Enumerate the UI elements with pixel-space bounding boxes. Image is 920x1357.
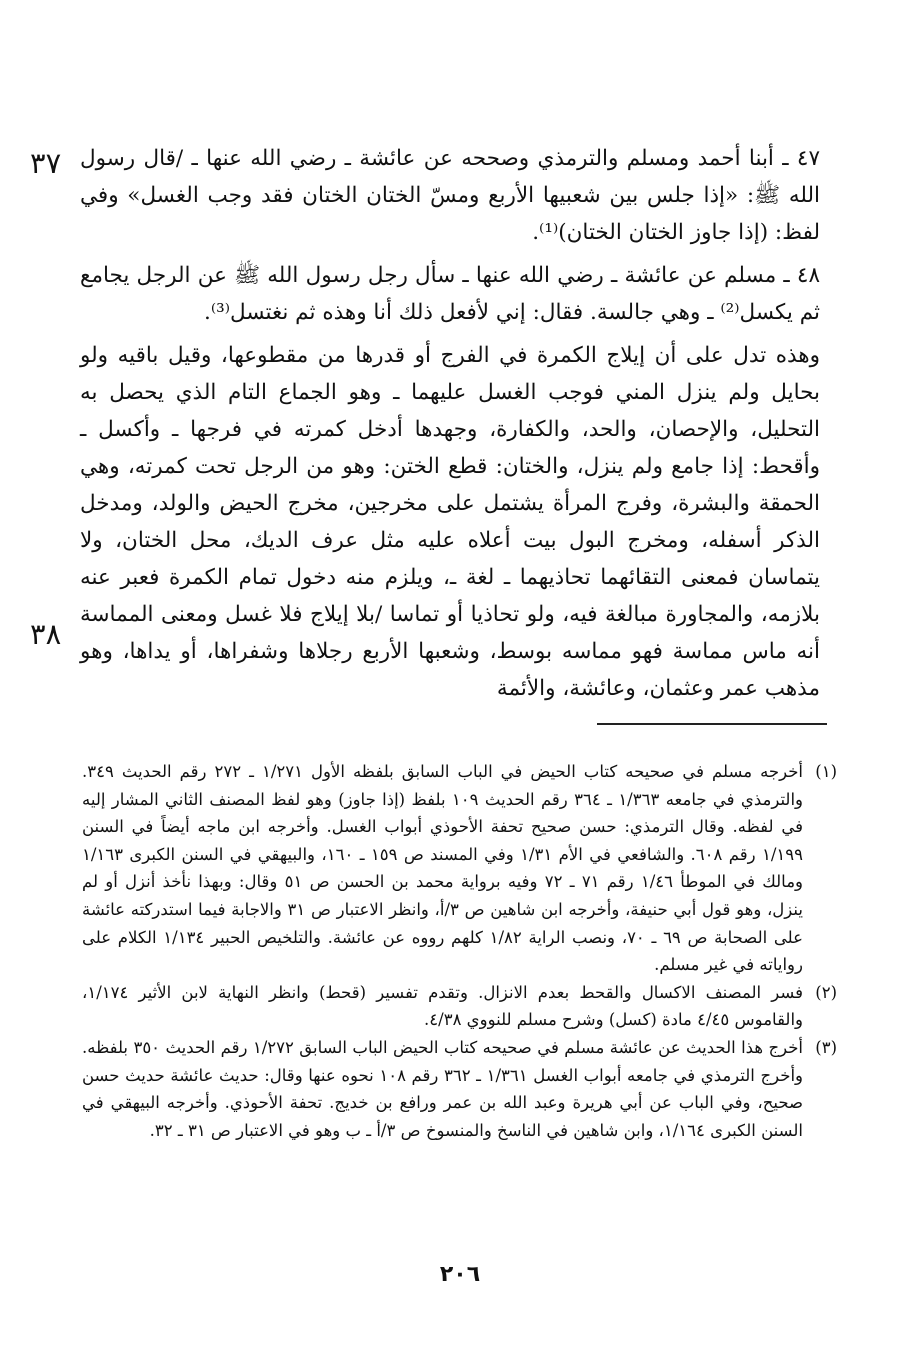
- margin-page-ref-top: ٣٧: [30, 146, 62, 180]
- footnote-1-text: أخرجه مسلم في صحيحه كتاب الحيض في الباب السابق بلفظه الأول ١/٢٧١ ـ ٢٧٢ رقم الحديث ٣٤٩. والترمذي في جامعه ١/٣٦٣ ـ ٣٦٤ رقم الحديث ١٠٩ بلفظ (إذا جاوز) وهو لفظ المصنف الثاني المشار إليه في لفظه. وقال الترمذي: حسن صحيح تحفة الأحوذي أبواب الغسل. وأخرجه ابن ماجه أيضاً في السنن ١/١٩٩ رقم ٦٠٨. والشافعي في الأم ١/٣١ وفي المسند ص ١٥٩ ـ ١٦٠، والبيهقي في السنن الكبرى ١/١٦٣ ومالك في الموطأ ١/٤٦ رقم ٧١ ـ ٧٢ وفيه برواية محمد بن الحسن ص ٥١ وقال: وبهذا نأخذ أنزل أو لم ينزل، وهو قول أبي حنيفة، وأخرجه ابن شاهين ص ٣/أ، وانظر الاعتبار ص ٣١ والاجابة فيما استدركته عائشة على الصحابة ص ٦٩ ـ ٧٠، ونصب الراية ١/٨٢ كلهم رووه عن عائشة. والتلخيص الحبير ١/١٣٤ الكلام على رواياته في غير مسلم.: [82, 762, 804, 975]
- hadith-47: ٤٧ ـ أبنا أحمد ومسلم والترمذي وصححه عن عائشة ـ رضي الله عنها ـ /قال رسول الله ﷺ: «إذا جلس بين شعبيها الأربع ومسّ الختان الختان فقد وجب الغسل» وفي لفظ: (إذا جاوز الختان الختان)⁽¹⁾.: [80, 146, 820, 245]
- footnote-3-text: أخرج هذا الحديث عن عائشة مسلم في صحيحه كتاب الحيض الباب السابق ١/٢٧٢ رقم الحديث ٣٥٠ بلفظه. وأخرج الترمذي في جامعه أبواب الغسل ١/٣٦١ ـ ٣٦٢ رقم ١٠٨ نحوه عنها وقال: حديث عائشة حديث حسن صحيح، وفي الباب عن أبي هريرة وعبد الله بن عمر ورافع بن خديج. تحفة الأحوذي. وأخرجه البيهقي في السنن الكبرى ١/١٦٤، وابن شاهين في الناسخ والمنسوخ ص ٣/أ ـ ب وهو في الاعتبار ص ٣١ ـ ٣٢.: [82, 1037, 803, 1140]
- page-number: ٢٠٦: [439, 1262, 481, 1287]
- footnotes: [82, 758, 837, 1144]
- footnote-2-mark: (٢): [815, 982, 837, 1002]
- footnote-2: [82, 979, 837, 1034]
- footnote-1: [82, 758, 837, 979]
- hadith-48: ٤٨ ـ مسلم عن عائشة ـ رضي الله عنها ـ سأل رجل رسول الله ﷺ عن الرجل يجامع ثم يكسل⁽²⁾ ـ وهي جالسة. فقال: إني لأفعل ذلك أنا وهذه ثم نغتسل⁽³⁾.: [80, 263, 820, 325]
- margin-page-ref-mid: ٣٨: [30, 617, 62, 651]
- footnote-2-text: فسر المصنف الاكسال والقحط بعدم الانزال. وتقدم تفسير (قحط) وانظر النهاية لابن الأثير ١/١٧٤، والقاموس ٤/٤٥ مادة (كسل) وشرح مسلم للنووي ٤/٣٨.: [82, 982, 803, 1030]
- main-text: [80, 140, 820, 713]
- footnote-3-mark: (٣): [815, 1037, 837, 1057]
- commentary-paragraph: وهذه تدل على أن إيلاج الكمرة في الفرج أو قدرها من مقطوعها، وقيل باقيه ولو بحايل ولم ينزل المني فوجب الغسل عليهما ـ وهو الجماع التام الذي يحصل به التحليل، والإحصان، والحد، والكفارة، وجهدها أدخل كمرته في فرجها ـ وأكسل ـ وأقحط: إذا جامع ولم ينزل، والختان: قطع الختن: وهو من الرجل تحت كمرته، وهي الحمقة والبشرة، وفرج المرأة يشتمل على مخرجين، مخرج الحيض والولد، ومدخل الذكر أسفله، ومخرج البول بيت أعلاه عليه مثل عرف الديك، محل الختان، ولا يتماسان فمعنى التقائهما تحاذيهما ـ لغة ـ، ويلزم منه دخول تمام الكمرة فعبر عنه بلازمه، والمجاورة مبالغة فيه، ولو تحاذيا أو تماسا /بلا إيلاج فلا غسل ومعنى المماسة أنه ماس مماسة فهو مماسه بوسط، وشعبها الأربع رجلاها وشفراها، أو يداها، وهو مذهب عمر وعثمان، وعائشة، والأئمة: [80, 343, 820, 701]
- footnote-separator: [597, 723, 827, 725]
- footnote-1-mark: (١): [815, 762, 837, 781]
- footnote-3: [82, 1034, 837, 1144]
